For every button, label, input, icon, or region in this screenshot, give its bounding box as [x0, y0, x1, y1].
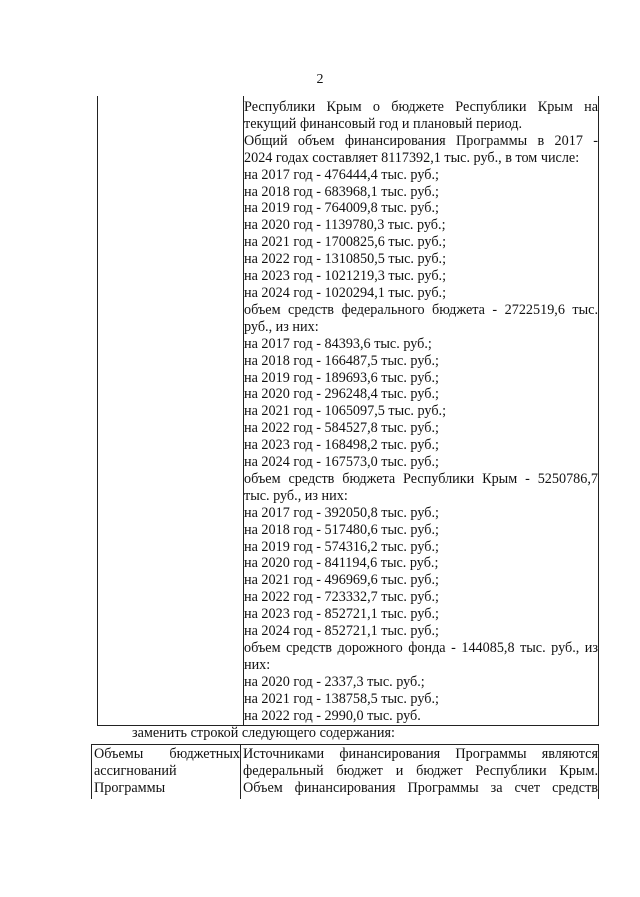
text-line: объем средств дорожного фонда - 144085,8 тыс. руб., из — [244, 640, 598, 656]
table1-right-cell — [244, 96, 599, 725]
page-number: 2 — [316, 72, 324, 87]
text-line: ассигнований — [94, 762, 177, 779]
text-line: на 2017 год - 84393,6 тыс. руб.; — [244, 335, 432, 352]
text-line: текущий финансовый год и плановый период. — [244, 115, 523, 132]
text-line: на 2019 год - 764009,8 тыс. руб.; — [244, 200, 439, 217]
table1-left-cell — [98, 96, 244, 725]
text-line: на 2018 год - 517480,6 тыс. руб.; — [244, 521, 439, 538]
text-line: объем средств федерального бюджета - 2722519,6 тыс. — [244, 301, 598, 318]
text-line: объем средств бюджета Республики Крым - 5250786,7 — [244, 470, 598, 487]
text-line: на 2018 год - 683968,1 тыс. руб.; — [244, 183, 439, 200]
text-line: на 2022 год - 723332,7 тыс. руб.; — [244, 589, 439, 606]
program-funding-table-continued — [97, 96, 599, 726]
text-line: них: — [244, 656, 271, 673]
funding-sources-text — [241, 745, 598, 797]
text-line: на 2020 год - 296248,4 тыс. руб.; — [244, 386, 439, 403]
text-line: на 2019 год - 574316,2 тыс. руб.; — [244, 538, 439, 555]
text-line: Объем финансирования Программы за счет средств — [243, 779, 598, 796]
text-line: руб., из них: — [244, 318, 319, 335]
text-line: Республики Крым о бюджете Республики Крым на — [244, 99, 598, 115]
text-line: федеральный бюджет и бюджет Республики Крым. — [243, 762, 598, 779]
text-line: на 2020 год - 2337,3 тыс. руб.; — [244, 673, 425, 690]
text-line: на 2021 год - 1065097,5 тыс. руб.; — [244, 403, 447, 420]
text-line: Источниками финансирования Программы являются — [243, 746, 598, 762]
budget-label-text — [92, 745, 240, 797]
text-line: на 2022 год - 584527,8 тыс. руб.; — [244, 420, 439, 437]
table2-right-cell — [241, 745, 599, 800]
text-line: на 2017 год - 476444,4 тыс. руб.; — [244, 166, 439, 183]
text-line: на 2024 год - 167573,0 тыс. руб.; — [244, 454, 439, 471]
text-line: на 2017 год - 392050,8 тыс. руб.; — [244, 504, 439, 521]
text-line: на 2020 год - 1139780,3 тыс. руб.; — [244, 217, 446, 234]
text-line: на 2023 год - 1021219,3 тыс. руб.; — [244, 268, 447, 285]
text-line: Объемы бюджетных — [94, 746, 240, 762]
text-line: на 2023 год - 852721,1 тыс. руб.; — [244, 606, 439, 623]
text-line: на 2022 год - 1310850,5 тыс. руб.; — [244, 251, 447, 268]
text-line: на 2023 год - 168498,2 тыс. руб.; — [244, 437, 439, 454]
text-line: на 2024 год - 1020294,1 тыс. руб.; — [244, 284, 447, 301]
text-line: на 2018 год - 166487,5 тыс. руб.; — [244, 352, 439, 369]
text-line: Общий объем финансирования Программы в 2017 - — [244, 132, 598, 149]
text-line: на 2021 год - 496969,6 тыс. руб.; — [244, 572, 439, 589]
program-budget-table-new — [91, 744, 599, 799]
text-line: Программы — [94, 779, 166, 796]
replace-instruction: заменить строкой следующего содержания: — [132, 725, 395, 741]
text-line: на 2019 год - 189693,6 тыс. руб.; — [244, 369, 439, 386]
text-line: 2024 годах составляет 8117392,1 тыс. руб., в том числе: — [244, 149, 580, 166]
text-line: на 2024 год - 852721,1 тыс. руб.; — [244, 623, 439, 640]
text-line: тыс. руб., из них: — [244, 487, 348, 504]
text-line: на 2020 год - 841194,6 тыс. руб.; — [244, 555, 439, 572]
text-line: на 2021 год - 1700825,6 тыс. руб.; — [244, 234, 447, 251]
text-line: на 2022 год - 2990,0 тыс. руб. — [244, 707, 421, 724]
funding-details-text — [244, 96, 598, 725]
table2-left-cell — [92, 745, 241, 800]
text-line: на 2021 год - 138758,5 тыс. руб.; — [244, 690, 439, 707]
